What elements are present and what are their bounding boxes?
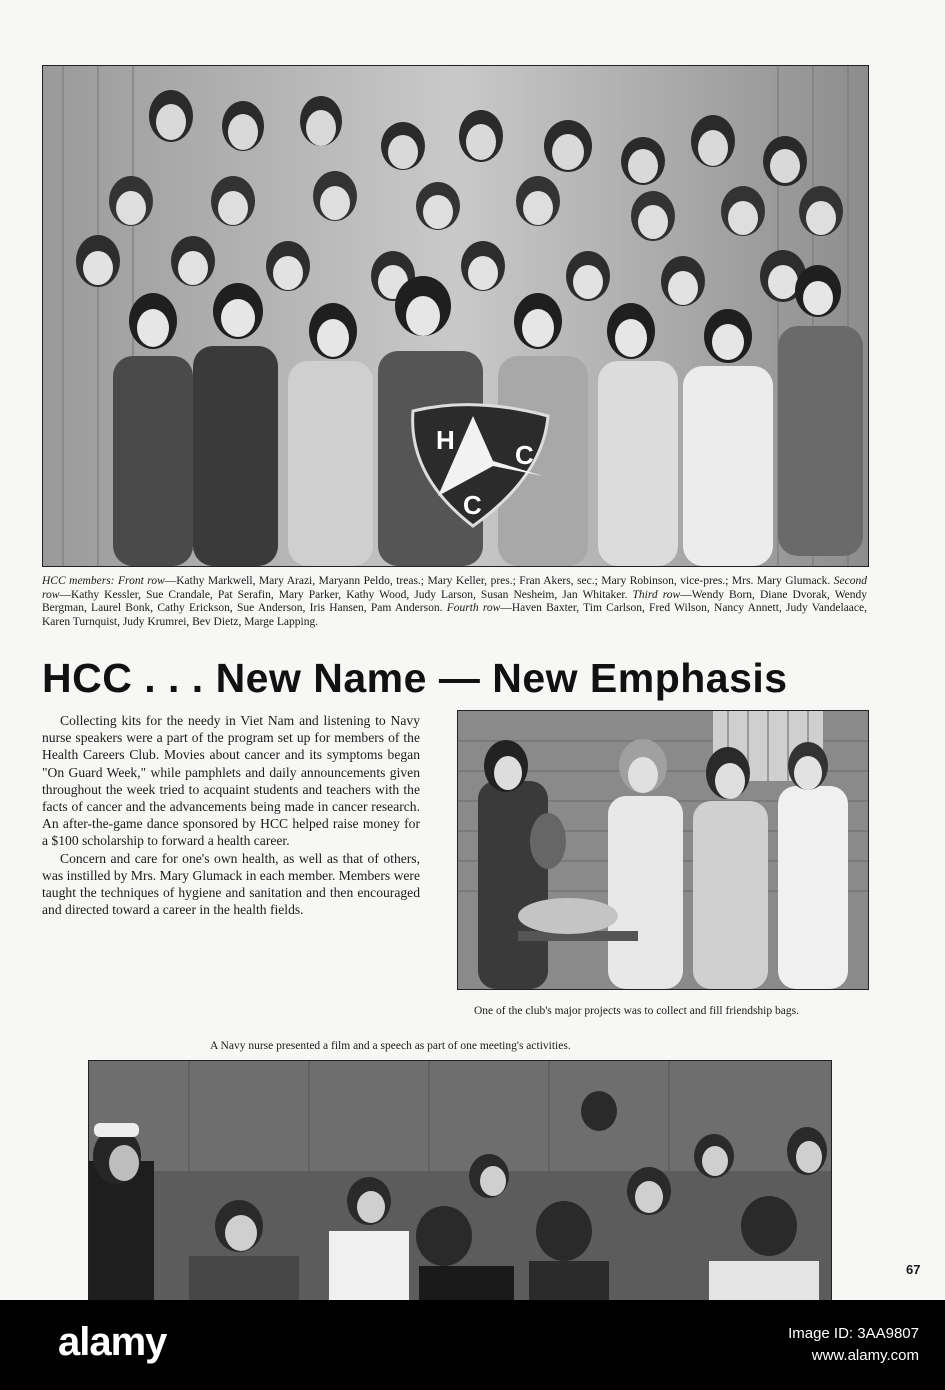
shield-letter-c-right: C [515,440,534,470]
page-headline: HCC . . . New Name — New Emphasis [42,655,788,701]
body-paragraph-1: Collecting kits for the needy in Viet Nam and listening to Navy nurse speakers were a part of the program set up for members of the Health Careers Club. Movies about cancer and its symptoms began "On Guard Week," while pamphlets and daily announcements given throughout the week tried to acquaint students and teachers with the facts of cancer and the advancements being made in cancer research. An after-the-game dance sponsored by HCC helped raise money for a $100 scholarship to forward a health career. [42,713,420,849]
alamy-logo: alamy [58,1320,167,1364]
article-body [42,712,420,918]
caption-intro: HCC members: Front row [42,575,165,587]
group-photo-caption [42,575,867,629]
caption-fourth-row: —Haven Baxter, Tim Carlson, Fred Wilson, Nancy Annett, Judy Vandelaace, Karen Turnquist, Judy Krumrei, Bev Dietz, Marge Lapping. [42,602,867,628]
stock-url: www.alamy.com [811,1347,919,1364]
caption-second-row-label: Second row [42,575,868,601]
shield-letter-c-bottom: C [463,490,482,520]
friendship-bags-caption: One of the club's major projects was to collect and fill friendship bags. [474,1005,799,1017]
page-number: 67 [906,1262,921,1277]
caption-second-row: —Kathy Kessler, Sue Crandale, Pat Serafin, Mary Parker, Kathy Wood, Judy Larson, Susan Nesheim, Jan Whitaker. [59,588,628,601]
shield-letter-h: H [436,425,455,455]
group-photo [42,65,869,567]
body-paragraph-2: Concern and care for one's own health, as well as that of others, was instilled by Mrs. Mary Glumack in each member. Members were taught the techniques of hygiene and sanitation and then encouraged and directed toward a career in the health fields. [42,850,420,918]
caption-fourth-row-label: Fourth row [446,602,501,614]
image-id: Image ID: 3AA9807 [788,1325,919,1342]
caption-front-row: —Kathy Markwell, Mary Arazi, Maryann Peldo, treas.; Mary Keller, pres.; Fran Akers, sec.; Mary Robinson, vice-pres.; Mrs. Mary Glumack. [164,575,831,587]
navy-nurse-caption: A Navy nurse presented a film and a speech as part of one meeting's activities. [210,1040,571,1052]
caption-third-row: —Wendy Born, Diane Dvorak, Wendy Bergman, Laurel Bonk, Cathy Erickson, Sue Anderson, Iris Hansen, Pam Anderson. [42,588,867,614]
navy-nurse-photo [88,1060,832,1301]
friendship-bags-photo [457,710,869,990]
stock-info [788,1323,919,1367]
caption-third-row-label: Third row [632,588,681,601]
